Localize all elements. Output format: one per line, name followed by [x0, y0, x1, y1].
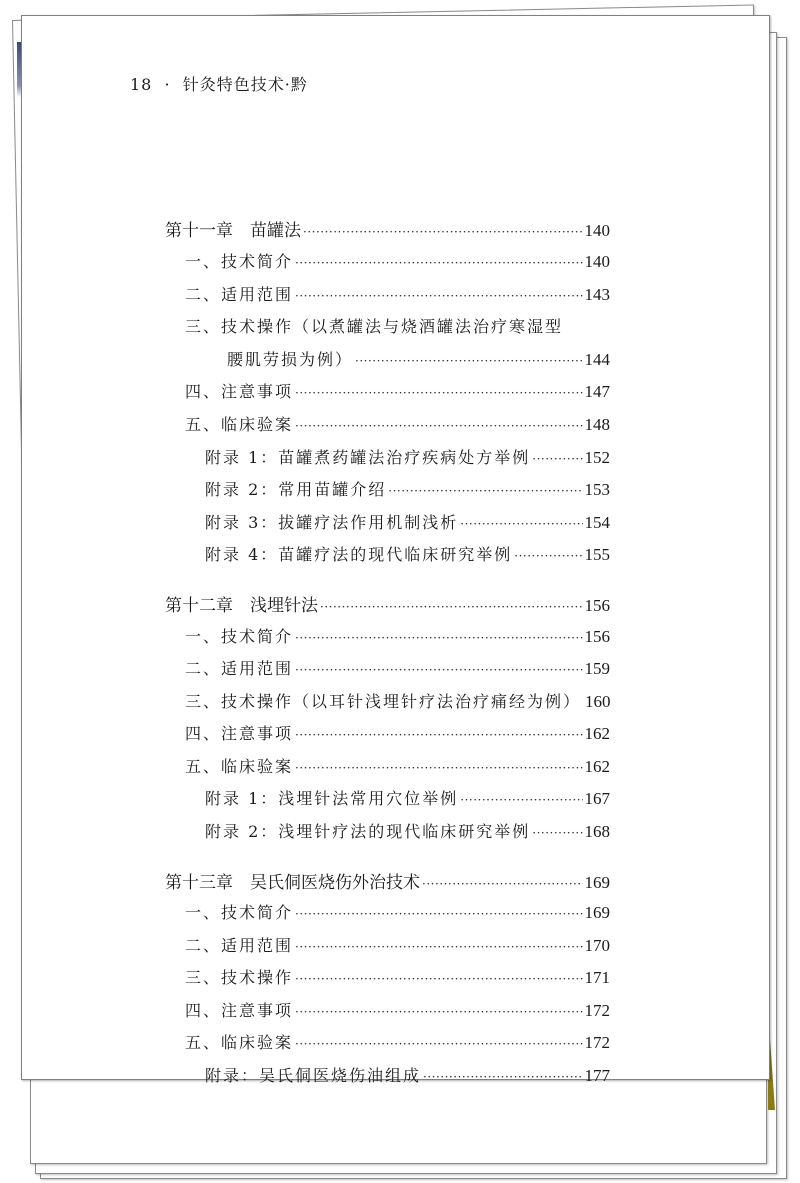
toc-entry-page-number: 171 — [584, 968, 610, 987]
toc-entry-title: 四、注意事项 — [185, 382, 294, 401]
toc-entry-title: 一、技术简介 — [185, 252, 294, 271]
toc-appendix-entry[interactable] — [165, 445, 610, 471]
toc-entry-page-number: 156 — [584, 596, 610, 615]
toc-chapter-entry[interactable] — [165, 216, 610, 242]
toc-section-entry[interactable] — [165, 900, 610, 926]
toc-section-entry[interactable] — [165, 624, 610, 650]
toc-entry-page-number: 153 — [584, 480, 610, 499]
toc-entry-page-number: 144 — [584, 350, 610, 369]
toc-appendix-entry[interactable] — [165, 786, 610, 812]
toc-section-entry[interactable] — [165, 282, 610, 308]
dot-leader — [295, 419, 582, 433]
running-head — [130, 72, 308, 95]
toc-entry-title: 二、适用范围 — [185, 285, 294, 304]
toc-section-entry[interactable] — [165, 998, 610, 1024]
dot-leader — [320, 600, 583, 614]
toc-entry-title: 三、技术操作（以煮罐法与烧酒罐法治疗寒湿型 — [185, 317, 564, 336]
dot-leader — [295, 728, 582, 742]
dot-leader — [295, 631, 582, 645]
dot-leader — [295, 907, 582, 921]
toc-entry-page-number: 148 — [584, 415, 610, 434]
toc-entry-title: 腰肌劳损为例） — [227, 350, 354, 369]
toc-entry-title: 附录 1：浅埋针法常用穴位举例 — [205, 789, 459, 808]
dot-leader — [295, 1005, 582, 1019]
toc-section-entry[interactable] — [165, 314, 610, 340]
dot-leader — [388, 484, 582, 498]
toc-entry-title: 五、临床验案 — [185, 415, 294, 434]
toc-appendix-entry[interactable] — [165, 819, 610, 845]
toc-appendix-entry[interactable] — [165, 1063, 610, 1089]
toc-entry-page-number: 172 — [584, 1001, 610, 1020]
toc-chapter-entry[interactable] — [165, 591, 610, 617]
toc-entry-title: 三、技术操作 — [185, 968, 294, 987]
toc-entry-title: 附录 2：浅埋针疗法的现代临床研究举例 — [205, 822, 531, 841]
toc-appendix-entry[interactable] — [165, 542, 610, 568]
toc-entry-title: 附录 2：常用苗罐介绍 — [205, 480, 387, 499]
dot-leader — [295, 663, 582, 677]
toc-entry-title: 一、技术简介 — [185, 903, 294, 922]
toc-entry-title: 三、技术操作（以耳针浅埋针疗法治疗痛经为例） — [185, 692, 582, 711]
toc-section-entry[interactable] — [165, 249, 610, 275]
dot-leader — [422, 877, 583, 891]
toc-entry-page-number: 156 — [584, 627, 610, 646]
toc-entry-title: 附录：吴氏侗医烧伤油组成 — [205, 1066, 422, 1085]
toc-section-entry[interactable] — [165, 379, 610, 405]
toc-entry-page-number: 155 — [584, 545, 610, 564]
toc-entry-title: 第十三章 吴氏侗医烧伤外治技术 — [165, 873, 420, 893]
document-page — [21, 15, 770, 1085]
dot-leader — [295, 761, 582, 775]
toc-section-entry[interactable] — [165, 721, 610, 747]
dot-leader — [295, 940, 582, 954]
dot-leader — [514, 549, 582, 563]
dot-leader — [295, 386, 582, 400]
toc-entry-title: 一、技术简介 — [185, 627, 294, 646]
toc-entry-page-number: 154 — [584, 513, 610, 532]
toc-entry-title: 附录 1：苗罐煮药罐法治疗疾病处方举例 — [205, 448, 531, 467]
toc-entry-page-number: 147 — [584, 382, 610, 401]
toc-entry-page-number: 143 — [584, 285, 610, 304]
toc-entry-page-number: 170 — [584, 936, 610, 955]
toc-section-entry[interactable] — [165, 1030, 610, 1056]
toc-section-entry[interactable] — [165, 412, 610, 438]
toc-section-entry[interactable] — [165, 347, 610, 373]
toc-entry-page-number: 140 — [584, 221, 610, 240]
dot-leader — [295, 289, 582, 303]
toc-section-entry[interactable] — [165, 933, 610, 959]
toc-entry-title: 五、临床验案 — [185, 1033, 294, 1052]
toc-entry-page-number: 169 — [584, 873, 610, 892]
toc-chapter-entry[interactable] — [165, 868, 610, 894]
toc-appendix-entry[interactable] — [165, 477, 610, 503]
dot-leader — [460, 793, 582, 807]
toc-entry-title: 二、适用范围 — [185, 659, 294, 678]
toc-entry-title: 第十二章 浅埋针法 — [165, 596, 318, 616]
toc-entry-page-number: 169 — [584, 903, 610, 922]
toc-entry-page-number: 159 — [584, 659, 610, 678]
dot-leader — [423, 1070, 582, 1084]
toc-section-entry[interactable] — [165, 689, 610, 715]
toc-entry-title: 五、临床验案 — [185, 757, 294, 776]
toc-entry-title: 四、注意事项 — [185, 724, 294, 743]
dot-leader — [303, 225, 583, 239]
dot-leader — [355, 354, 582, 368]
dot-leader — [295, 1037, 582, 1051]
dot-leader — [295, 256, 582, 270]
running-head-book-title: 针灸特色技术·黔 — [182, 75, 308, 94]
toc-entry-page-number: 172 — [584, 1033, 610, 1052]
toc-entry-title: 二、适用范围 — [185, 936, 294, 955]
toc-entry-page-number: 140 — [584, 252, 610, 271]
toc-entry-page-number: 162 — [584, 757, 610, 776]
dot-leader — [295, 972, 582, 986]
toc-entry-title: 附录 3：拔罐疗法作用机制浅析 — [205, 513, 459, 532]
toc-entry-page-number: 167 — [584, 789, 610, 808]
toc-entry-page-number: 152 — [584, 448, 610, 467]
toc-entry-page-number: 162 — [584, 724, 610, 743]
toc-appendix-entry[interactable] — [165, 510, 610, 536]
toc-entry-page-number: 160 — [585, 692, 611, 711]
toc-section-entry[interactable] — [165, 754, 610, 780]
toc-entry-title: 第十一章 苗罐法 — [165, 221, 301, 241]
toc-entry-title: 四、注意事项 — [185, 1001, 294, 1020]
dot-leader — [532, 452, 582, 466]
toc-section-entry[interactable] — [165, 656, 610, 682]
running-head-separator: · — [164, 75, 171, 94]
toc-entry-page-number: 177 — [584, 1066, 610, 1085]
toc-section-entry[interactable] — [165, 965, 610, 991]
running-head-page-number: 18 — [130, 75, 153, 94]
dot-leader — [532, 826, 582, 840]
dot-leader — [460, 517, 582, 531]
toc-entry-title: 附录 4：苗罐疗法的现代临床研究举例 — [205, 545, 513, 564]
toc-entry-page-number: 168 — [584, 822, 610, 841]
